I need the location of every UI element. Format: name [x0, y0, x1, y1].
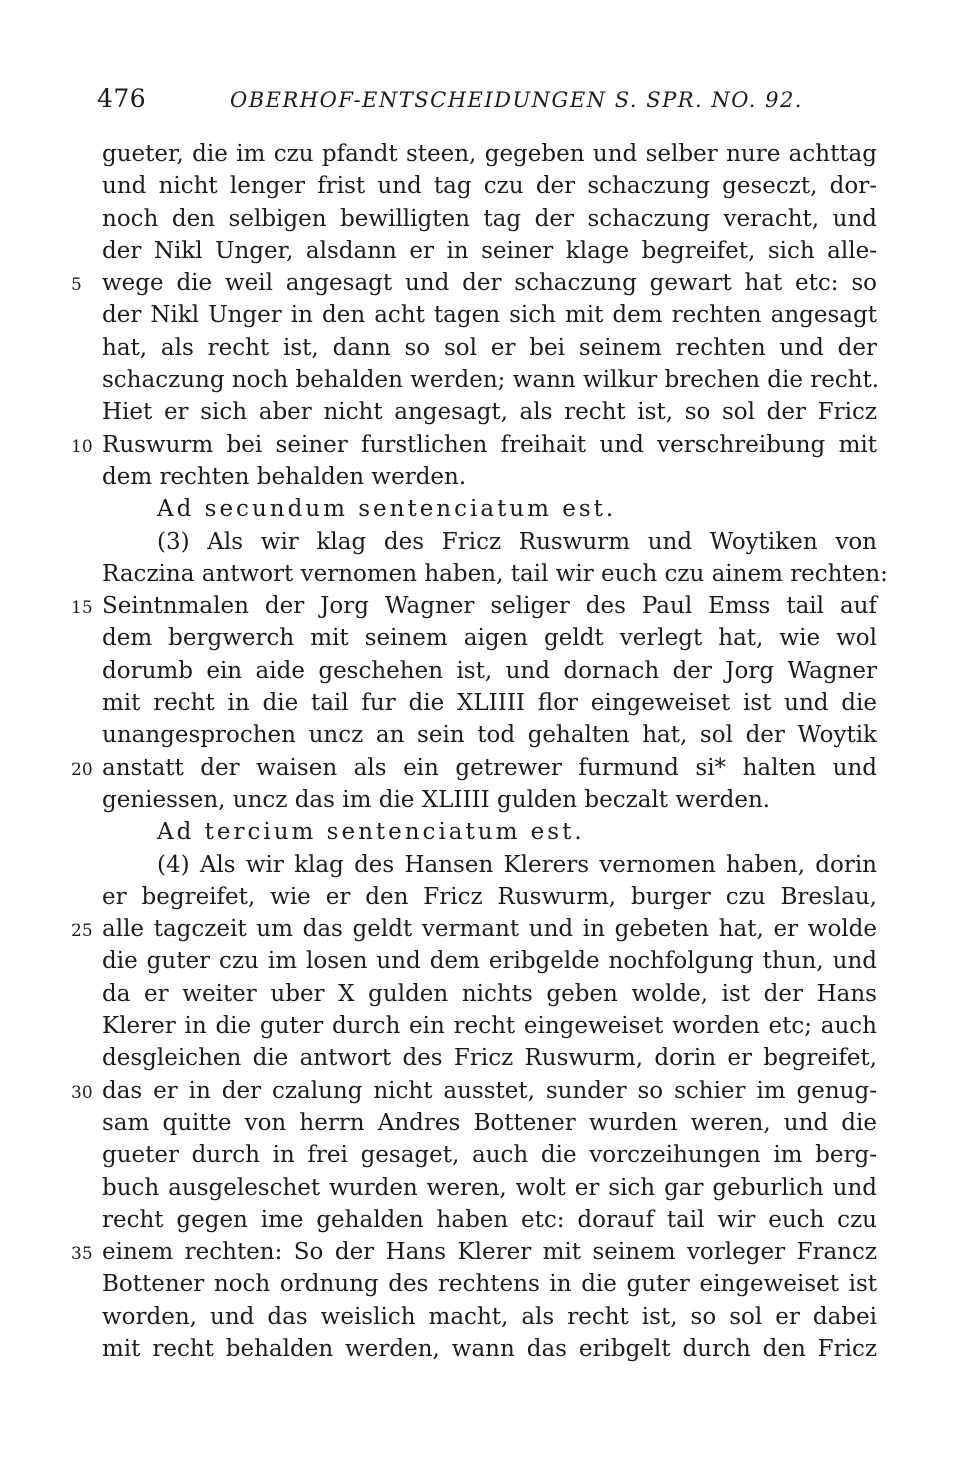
line-text: worden, und das weislich macht, als recht ist, so sol er dabei: [102, 1303, 877, 1330]
line-text: buch ausgeleschet wurden weren, wolt er sich gar geburlich und: [102, 1174, 877, 1201]
line-text: Hiet er sich aber nicht angesagt, als recht ist, so sol der Fricz: [102, 399, 877, 426]
line-text: der Nikl Unger in den acht tagen sich mit dem rechten angesagt: [102, 302, 877, 329]
running-head: [0, 84, 960, 118]
text-line: [102, 687, 877, 719]
text-line: [102, 1204, 877, 1236]
text-line: [102, 655, 877, 687]
line-text: dem bergwerch mit seinem aigen geldt verlegt hat, wie wol: [102, 625, 877, 652]
text-line: [102, 396, 877, 428]
line-text: recht gegen ime gehalden haben etc: dorauf tail wir euch czu: [102, 1206, 877, 1233]
line-text: er begreifet, wie er den Fricz Ruswurm, burger czu Breslau,: [102, 883, 877, 910]
text-line: [102, 1268, 877, 1300]
line-text: (4) Als wir klag des Hansen Klerers vernomen haben, dorin: [157, 851, 877, 878]
line-text: gueter, die im czu pfandt steen, gegeben und selber nure achttag: [102, 141, 877, 167]
text-line: [102, 138, 877, 170]
text-line: [102, 203, 877, 235]
text-line: [102, 364, 880, 396]
line-text: einem rechten: So der Hans Klerer mit seinem vorleger Francz: [102, 1239, 877, 1266]
line-text: dem rechten behalden werden.: [102, 463, 467, 490]
line-number: 35: [71, 1244, 93, 1265]
text-line: [102, 299, 877, 331]
line-text: Ad secundum sentenciatum est.: [157, 496, 617, 523]
text-line: [71, 267, 877, 299]
text-line: [102, 1010, 877, 1042]
line-text: Ad tercium sentenciatum est.: [157, 819, 585, 846]
text-line: [102, 332, 877, 364]
section-heading: [102, 816, 877, 848]
line-number: 15: [71, 598, 93, 619]
line-text: gueter durch in frei gesaget, auch die vorczeihungen im berg-: [102, 1142, 877, 1169]
text-line: [102, 1139, 877, 1171]
text-line: [102, 170, 877, 202]
text-line: [71, 1075, 877, 1107]
line-text: sam quitte von herrn Andres Bottener wurden weren, und die: [102, 1109, 877, 1136]
line-text: unangesprochen uncz an sein tod gehalten hat, sol der Woytik: [102, 722, 877, 749]
line-text: geniessen, uncz das im die XLIIII gulden beczalt werden.: [102, 786, 771, 813]
text-line: [102, 1107, 877, 1139]
line-number: 30: [71, 1082, 93, 1103]
text-line: [102, 945, 877, 977]
text-line: [102, 461, 877, 493]
line-text: schaczung noch behalden werden; wann wilkur brechen die recht.: [102, 367, 880, 394]
line-text: Klerer in die guter durch ein recht eingeweiset worden etc; auch: [102, 1013, 877, 1040]
text-line: [102, 1301, 877, 1333]
text-line: [102, 784, 877, 816]
line-text: dorumb ein aide geschehen ist, und dornach der Jorg Wagner: [102, 657, 877, 684]
text-line: [102, 978, 877, 1010]
text-line: [102, 849, 877, 881]
text-line: [102, 526, 877, 558]
running-head-title: OBERHOF-ENTSCHEIDUNGEN S. SPR. NO. 92.: [230, 88, 803, 112]
line-text: und nicht lenger frist und tag czu der schaczung geseczt, dor-: [102, 173, 877, 200]
line-text: Raczina antwort vernomen haben, tail wir euch czu ainem rechten:: [102, 560, 888, 587]
line-text: hat, als recht ist, dann so sol er bei seinem rechten und der: [102, 334, 877, 361]
text-line: [71, 429, 877, 461]
text-line: [102, 1042, 877, 1074]
line-text: da er weiter uber X gulden nichts geben wolde, ist der Hans: [102, 980, 877, 1007]
text-line: [71, 913, 877, 945]
text-line: [71, 590, 877, 622]
text-line: [102, 558, 888, 590]
text-line: [102, 235, 877, 267]
page-number: 476: [97, 84, 147, 113]
line-text: noch den selbigen bewilligten tag der schaczung veracht, und: [102, 205, 877, 232]
line-text: desgleichen die antwort des Fricz Ruswurm, dorin er begreifet,: [102, 1045, 877, 1072]
line-number: 20: [71, 759, 93, 780]
line-text: mit recht behalden werden, wann das eribgelt durch den Fricz: [102, 1335, 877, 1362]
text-line: [71, 1236, 877, 1268]
section-heading: [102, 493, 877, 525]
text-line: [102, 622, 877, 654]
line-text: das er in der czalung nicht ausstet, sunder so schier im genug-: [102, 1077, 877, 1104]
line-text: alle tagczeit um das geldt vermant und in gebeten hat, er wolde: [102, 916, 877, 943]
text-line: [102, 881, 877, 913]
line-text: mit recht in die tail fur die XLIIII flor eingeweiset ist und die: [102, 690, 877, 717]
line-text: (3) Als wir klag des Fricz Ruswurm und Woytiken von: [157, 528, 877, 555]
line-text: Bottener noch ordnung des rechtens in die guter eingeweiset ist: [102, 1271, 877, 1298]
line-text: Ruswurm bei seiner furstlichen freihait und verschreibung mit: [102, 431, 877, 458]
line-text: wege die weil angesagt und der schaczung gewart hat etc: so: [102, 270, 877, 297]
line-text: Seintnmalen der Jorg Wagner seliger des Paul Emss tail auf: [102, 593, 877, 620]
line-text: anstatt der waisen als ein getrewer furmund si* halten und: [102, 754, 877, 781]
text-line: [102, 719, 877, 751]
text-line: [102, 1172, 877, 1204]
text-line: [102, 1333, 877, 1365]
body-text: [71, 138, 888, 1365]
line-text: der Nikl Unger, alsdann er in seiner klage begreifet, sich alle-: [102, 237, 877, 264]
line-number: 10: [71, 436, 93, 457]
line-number: 5: [71, 275, 82, 296]
line-text: die guter czu im losen und dem eribgelde nochfolgung thun, und: [102, 948, 877, 975]
text-line: [71, 752, 877, 784]
line-number: 25: [71, 921, 93, 942]
